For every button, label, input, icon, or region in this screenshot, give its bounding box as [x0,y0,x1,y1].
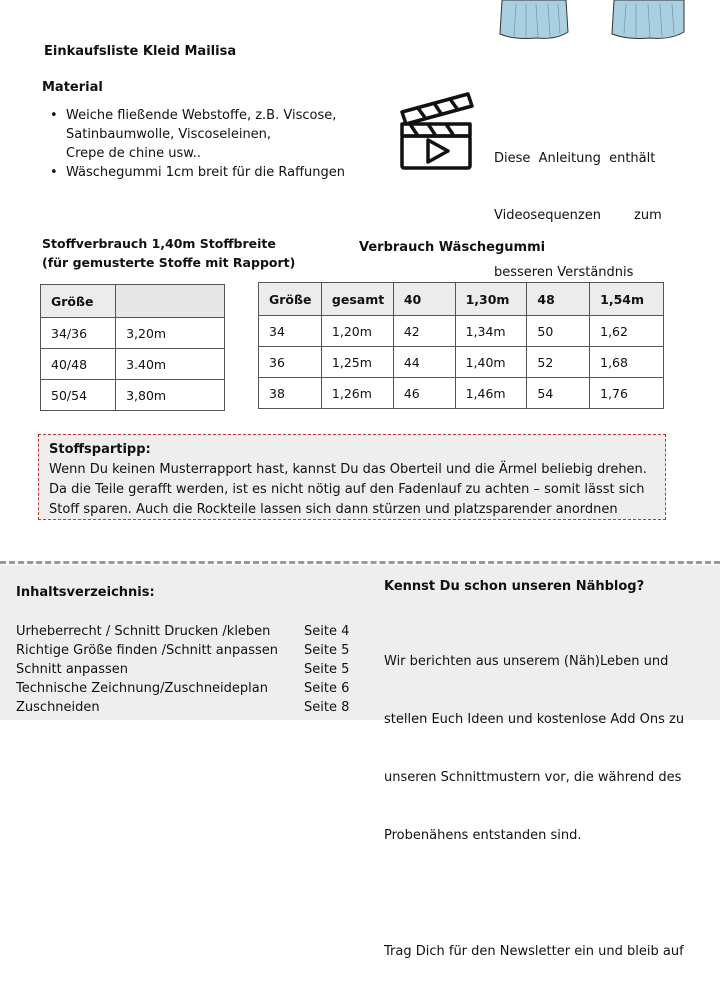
table-cell: 34 [259,316,322,347]
blog-text-line: Probenähens entstanden sind. [384,828,582,843]
table-cell: 1,46m [455,378,527,409]
table-header-cell: 1,54m [590,283,664,316]
table-row [41,380,225,411]
table-cell: 3.40m [116,349,225,380]
table-cell: 36 [259,347,322,378]
table-cell: 1,40m [455,347,527,378]
fabric-usage-heading-line: (für gemusterte Stoffe mit Rapport) [42,255,296,270]
table-row [259,378,664,409]
table-header-cell: gesamt [321,283,393,316]
toc-entry-page: Seite 4 [304,624,350,639]
table-cell: 1,26m [321,378,393,409]
material-heading: Material [42,80,103,95]
material-list [46,106,345,182]
fabric-saving-tip-box [38,434,666,520]
toc-entry-title: Technische Zeichnung/Zuschneideplan [16,681,268,696]
video-note-line: besseren Verständnis [494,265,634,280]
list-item: • Wäschegummi 1cm breit für die Raffungen [46,163,345,182]
toc-entry-title: Zuschneiden [16,700,100,715]
toc-entry-page: Seite 5 [304,643,350,658]
toc-entry-title: Urheberrecht / Schnitt Drucken /kleben [16,624,271,639]
page-title: Einkaufsliste Kleid Mailisa [44,44,237,59]
table-cell: 42 [393,316,455,347]
section-divider [0,561,720,564]
dress-illustration-back [610,0,688,44]
toc-entry-page: Seite 6 [304,681,350,696]
tip-line: Da die Teile gerafft werden, ist es nicht nötig auf den Fadenlauf zu achten – somit lässt sich [49,482,645,497]
toc-heading: Inhaltsverzeichnis: [16,585,155,600]
blog-text-line: unseren Schnittmustern vor, die während des [384,770,682,785]
list-item-continuation: Crepe de chine usw.. [66,146,201,161]
toc-entry-page: Seite 5 [304,662,350,677]
blog-text-line: Trag Dich für den Newsletter ein und bleib auf [384,944,684,959]
table-cell: 1,62 [590,316,664,347]
table-cell: 52 [527,347,590,378]
table-cell: 54 [527,378,590,409]
video-note [494,111,662,301]
table-header-cell: Größe [259,283,322,316]
table-cell: 1,68 [590,347,664,378]
table-cell: 40/48 [41,349,116,380]
blog-text-line: Wir berichten aus unserem (Näh)Leben und [384,654,669,669]
table-cell: 3,20m [116,318,225,349]
blog-text-line [384,884,684,904]
table-row [259,316,664,347]
elastic-usage-table [258,282,664,409]
fabric-usage-heading-line: Stoffverbrauch 1,40m Stoffbreite [42,236,276,251]
video-note-line: Diese Anleitung enthält [494,151,656,166]
table-header-row [41,285,225,318]
toc-entry-title: Schnitt anpassen [16,662,129,677]
tip-line: Stoff sparen. Auch die Rockteile lassen sich dann stürzen und platzsparender anordnen [49,502,618,517]
table-cell: 46 [393,378,455,409]
dress-illustration-front [496,0,572,44]
table-cell: 50/54 [41,380,116,411]
table-cell: 34/36 [41,318,116,349]
tip-heading: Stoffspartipp: [49,442,151,457]
table-cell: 1,20m [321,316,393,347]
list-item-continuation: Satinbaumwolle, Viscoseleinen, [66,127,272,142]
tip-line: Wenn Du keinen Musterrapport hast, kannst Du das Oberteil und die Ärmel beliebig drehen. [49,462,647,477]
fabric-usage-table [40,284,225,411]
fabric-usage-heading [42,234,295,272]
table-cell: 38 [259,378,322,409]
table-row [259,347,664,378]
table-cell: 1,76 [590,378,664,409]
table-header-row [259,283,664,316]
list-item: • Weiche fließende Webstoffe, z.B. Viscose, [46,106,345,125]
toc-entry-title: Richtige Größe finden /Schnitt anpassen [16,643,278,658]
table-header-cell: Größe [41,285,116,318]
table-cell: 3,80m [116,380,225,411]
blog-text-line: stellen Euch Ideen und kostenlose Add Ons zu [384,712,685,727]
video-clapperboard-icon [396,90,476,172]
blog-heading: Kennst Du schon unseren Nähblog? [384,579,645,594]
elastic-usage-heading: Verbrauch Wäschegummi [359,240,546,255]
table-row [41,349,225,380]
toc-entry-page: Seite 8 [304,700,350,715]
table-row [41,318,225,349]
table-cell: 44 [393,347,455,378]
table-header-cell: 1,30m [455,283,527,316]
video-note-line: Videosequenzen zum [494,208,662,223]
table-header-cell: 48 [527,283,590,316]
table-cell: 1,25m [321,347,393,378]
blog-text [384,614,685,959]
table-header-cell [116,285,225,318]
table-cell: 50 [527,316,590,347]
table-cell: 1,34m [455,316,527,347]
table-header-cell: 40 [393,283,455,316]
